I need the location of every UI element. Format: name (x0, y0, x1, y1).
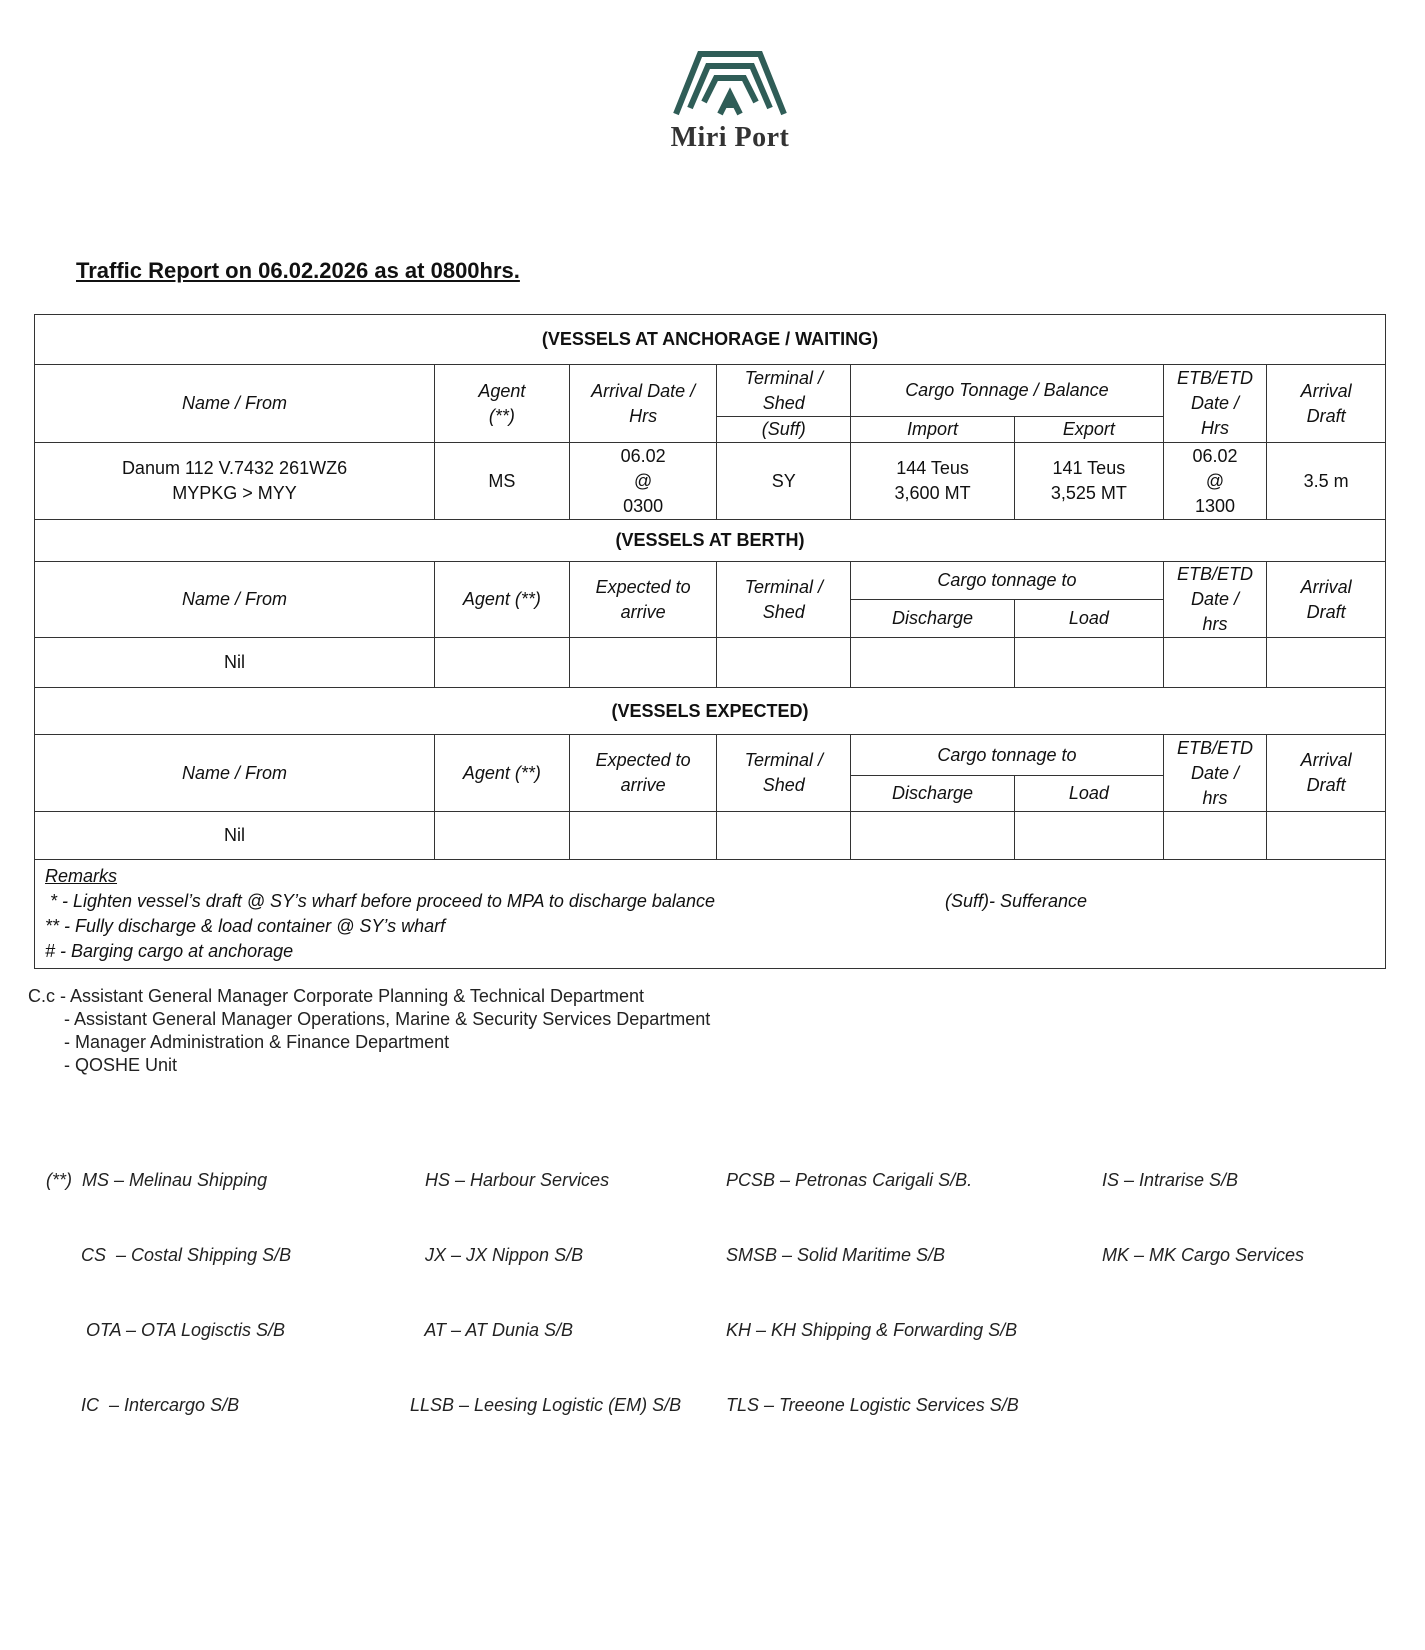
berth-section-row (35, 520, 1386, 562)
traffic-table (34, 314, 1386, 969)
expected-header-terminal (717, 735, 851, 812)
expected-header-etb (1163, 735, 1267, 812)
agents-column-3 (726, 1118, 1019, 1468)
header-etb-etd (1163, 365, 1267, 443)
berth-etb-line2: Date / (1190, 589, 1239, 609)
berth-header-terminal (717, 562, 851, 638)
expected-header-discharge: Discharge (851, 776, 1015, 812)
expected-etb-line3: hrs (1202, 787, 1228, 808)
expected-terminal-line2: Shed (762, 775, 805, 795)
expected-header-load: Load (1014, 776, 1163, 812)
remarks-cell (35, 860, 1386, 969)
empty-cell (851, 638, 1015, 688)
empty-cell (1267, 812, 1386, 860)
header-agent-line2: (**) (488, 405, 515, 426)
expected-draft-line2: Draft (1306, 775, 1346, 795)
vessel-terminal: SY (717, 443, 851, 520)
remark-fully-discharge: ** - Fully discharge & load container @ SY’s wharf (45, 916, 446, 936)
anchorage-section-title: (VESSELS AT ANCHORAGE / WAITING) (35, 315, 1386, 365)
header-terminal-shed (717, 365, 851, 417)
expected-header-cargo: Cargo tonnage to (851, 735, 1164, 776)
agent-entry: JX – JX Nippon S/B (410, 1245, 584, 1265)
berth-draft-line1: Arrival (1300, 576, 1352, 597)
remark-lighten: * - Lighten vessel’s draft @ SY’s wharf before proceed to MPA to discharge balance (45, 891, 715, 911)
empty-cell (569, 638, 717, 688)
berth-expected-line1: Expected to (595, 576, 691, 597)
berth-terminal-line2: Shed (762, 601, 805, 622)
berth-expected-line2: arrive (620, 601, 666, 622)
expected-expected-line1: Expected to (595, 750, 691, 770)
logo-wordmark: Miri Port (670, 122, 790, 153)
cc-line: C.c - Assistant General Manager Corporate Planning & Technical Department (28, 986, 644, 1006)
expected-terminal-line1: Terminal / (744, 750, 823, 770)
table-row (35, 638, 1386, 688)
berth-nil: Nil (35, 638, 435, 688)
empty-cell (1014, 812, 1163, 860)
expected-section-title: (VESSELS EXPECTED) (35, 688, 1386, 735)
empty-cell (569, 812, 717, 860)
export-teus: 141 Teus (1052, 458, 1126, 478)
expected-header-row (35, 735, 1386, 776)
export-mt: 3,525 MT (1050, 483, 1127, 503)
empty-cell (435, 638, 570, 688)
vessel-name-from (35, 443, 435, 520)
expected-header-name-from: Name / From (35, 735, 435, 812)
remarks-heading: Remarks (45, 866, 118, 886)
berth-section-title: (VESSELS AT BERTH) (35, 520, 1386, 562)
agents-column-4 (1102, 1118, 1304, 1318)
expected-section-row (35, 688, 1386, 735)
agent-entry: HS – Harbour Services (410, 1170, 610, 1190)
agents-column-1 (46, 1118, 291, 1468)
expected-header-expected (569, 735, 717, 812)
agent-entry: AT – AT Dunia S/B (410, 1320, 574, 1340)
empty-cell (717, 638, 851, 688)
import-mt: 3,600 MT (894, 483, 971, 503)
expected-etb-line2: Date / (1190, 762, 1239, 783)
agent-entry: IC – Intercargo S/B (46, 1395, 240, 1415)
arrival-at: @ (633, 470, 653, 491)
header-agent-line1: Agent (478, 380, 526, 401)
etb-date: 06.02 (1192, 445, 1238, 466)
vessel-etb (1163, 443, 1267, 520)
remarks-line-1 (45, 889, 1375, 914)
cc-line: - Assistant General Manager Operations, Marine & Security Services Department (64, 1009, 711, 1029)
berth-header-draft (1267, 562, 1386, 638)
header-agent (435, 365, 570, 443)
agents-column-2 (410, 1118, 681, 1468)
berth-header-load: Load (1014, 600, 1163, 638)
agent-entry: OTA – OTA Logisctis S/B (46, 1320, 286, 1340)
empty-cell (1014, 638, 1163, 688)
empty-cell (717, 812, 851, 860)
expected-nil: Nil (35, 812, 435, 860)
header-arrival-line1: Arrival Date / (591, 380, 696, 401)
empty-cell (1267, 638, 1386, 688)
header-import: Import (851, 417, 1015, 443)
vessel-agent: MS (435, 443, 570, 520)
vessel-import (851, 443, 1015, 520)
anchorage-header-row (35, 365, 1386, 417)
import-teus: 144 Teus (896, 458, 969, 478)
vessel-name: Danum 112 V.7432 261WZ6 (121, 458, 348, 478)
vessel-draft: 3.5 m (1267, 443, 1386, 520)
header-cargo-tonnage: Cargo Tonnage / Balance (851, 365, 1164, 417)
berth-etb-line3: hrs (1202, 614, 1228, 634)
arrival-date: 06.02 (620, 445, 666, 466)
miri-port-logo (660, 48, 800, 154)
anchorage-section-row (35, 315, 1386, 365)
vessel-export (1014, 443, 1163, 520)
header-draft-line1: Arrival (1300, 380, 1352, 401)
berth-terminal-line1: Terminal / (744, 576, 823, 597)
agent-entry: IS – Intrarise S/B (1102, 1170, 1239, 1190)
header-export: Export (1014, 417, 1163, 443)
vessel-arrival (569, 443, 717, 520)
berth-draft-line2: Draft (1306, 601, 1346, 622)
remarks-row (35, 860, 1386, 969)
agent-entry: LLSB – Leesing Logistic (EM) S/B (410, 1395, 682, 1415)
agent-entry: TLS – Treeone Logistic Services S/B (726, 1395, 1019, 1415)
header-etb-line1: ETB/ETD (1176, 368, 1253, 388)
table-row (35, 443, 1386, 520)
expected-header-draft (1267, 735, 1386, 812)
agent-entry: CS – Costal Shipping S/B (46, 1245, 292, 1265)
header-draft-line2: Draft (1306, 405, 1346, 426)
header-suff: (Suff) (717, 417, 851, 443)
header-etb-line3: Hrs (1200, 418, 1229, 438)
header-terminal-line1: Terminal / (744, 367, 823, 388)
header-terminal-line2: Shed (762, 392, 805, 413)
agent-entry: SMSB – Solid Maritime S/B (726, 1245, 946, 1265)
berth-header-expected (569, 562, 717, 638)
expected-etb-line1: ETB/ETD (1176, 737, 1253, 758)
arrival-hrs: 0300 (623, 495, 664, 516)
agent-entry: MK – MK Cargo Services (1102, 1245, 1305, 1265)
header-arrival-line2: Hrs (629, 405, 658, 426)
berth-header-cargo: Cargo tonnage to (851, 562, 1164, 600)
remark-barging: # - Barging cargo at anchorage (45, 941, 294, 961)
empty-cell (1163, 812, 1267, 860)
cc-line: - QOSHE Unit (64, 1055, 178, 1075)
expected-header-agent: Agent (**) (435, 735, 570, 812)
empty-cell (851, 812, 1015, 860)
cc-list (28, 985, 710, 1077)
empty-cell (1163, 638, 1267, 688)
vessel-route: MYPKG > MYY (172, 483, 297, 503)
agent-entry: KH – KH Shipping & Forwarding S/B (726, 1320, 1018, 1340)
berth-header-row (35, 562, 1386, 600)
header-arrival-date (569, 365, 717, 443)
table-row (35, 812, 1386, 860)
header-name-from: Name / From (35, 365, 435, 443)
etb-hrs: 1300 (1194, 495, 1235, 516)
berth-etb-line1: ETB/ETD (1176, 564, 1253, 584)
agent-entry: PCSB – Petronas Carigali S/B. (726, 1170, 973, 1190)
expected-expected-line2: arrive (620, 775, 666, 795)
miri-port-emblem-icon (672, 48, 788, 120)
berth-header-etb (1163, 562, 1267, 638)
header-arrival-draft (1267, 365, 1386, 443)
berth-header-discharge: Discharge (851, 600, 1015, 638)
etb-at: @ (1205, 470, 1225, 491)
report-title: Traffic Report on 06.02.2026 as at 0800hrs. (76, 258, 520, 283)
berth-header-name-from: Name / From (35, 562, 435, 638)
empty-cell (435, 812, 570, 860)
berth-header-agent: Agent (**) (435, 562, 570, 638)
agent-entry: (**) MS – Melinau Shipping (46, 1170, 268, 1190)
cc-line: - Manager Administration & Finance Department (64, 1032, 450, 1052)
remark-suff-note: (Suff)- Sufferance (945, 891, 1088, 911)
expected-draft-line1: Arrival (1300, 750, 1352, 770)
header-etb-line2: Date / (1190, 393, 1239, 413)
